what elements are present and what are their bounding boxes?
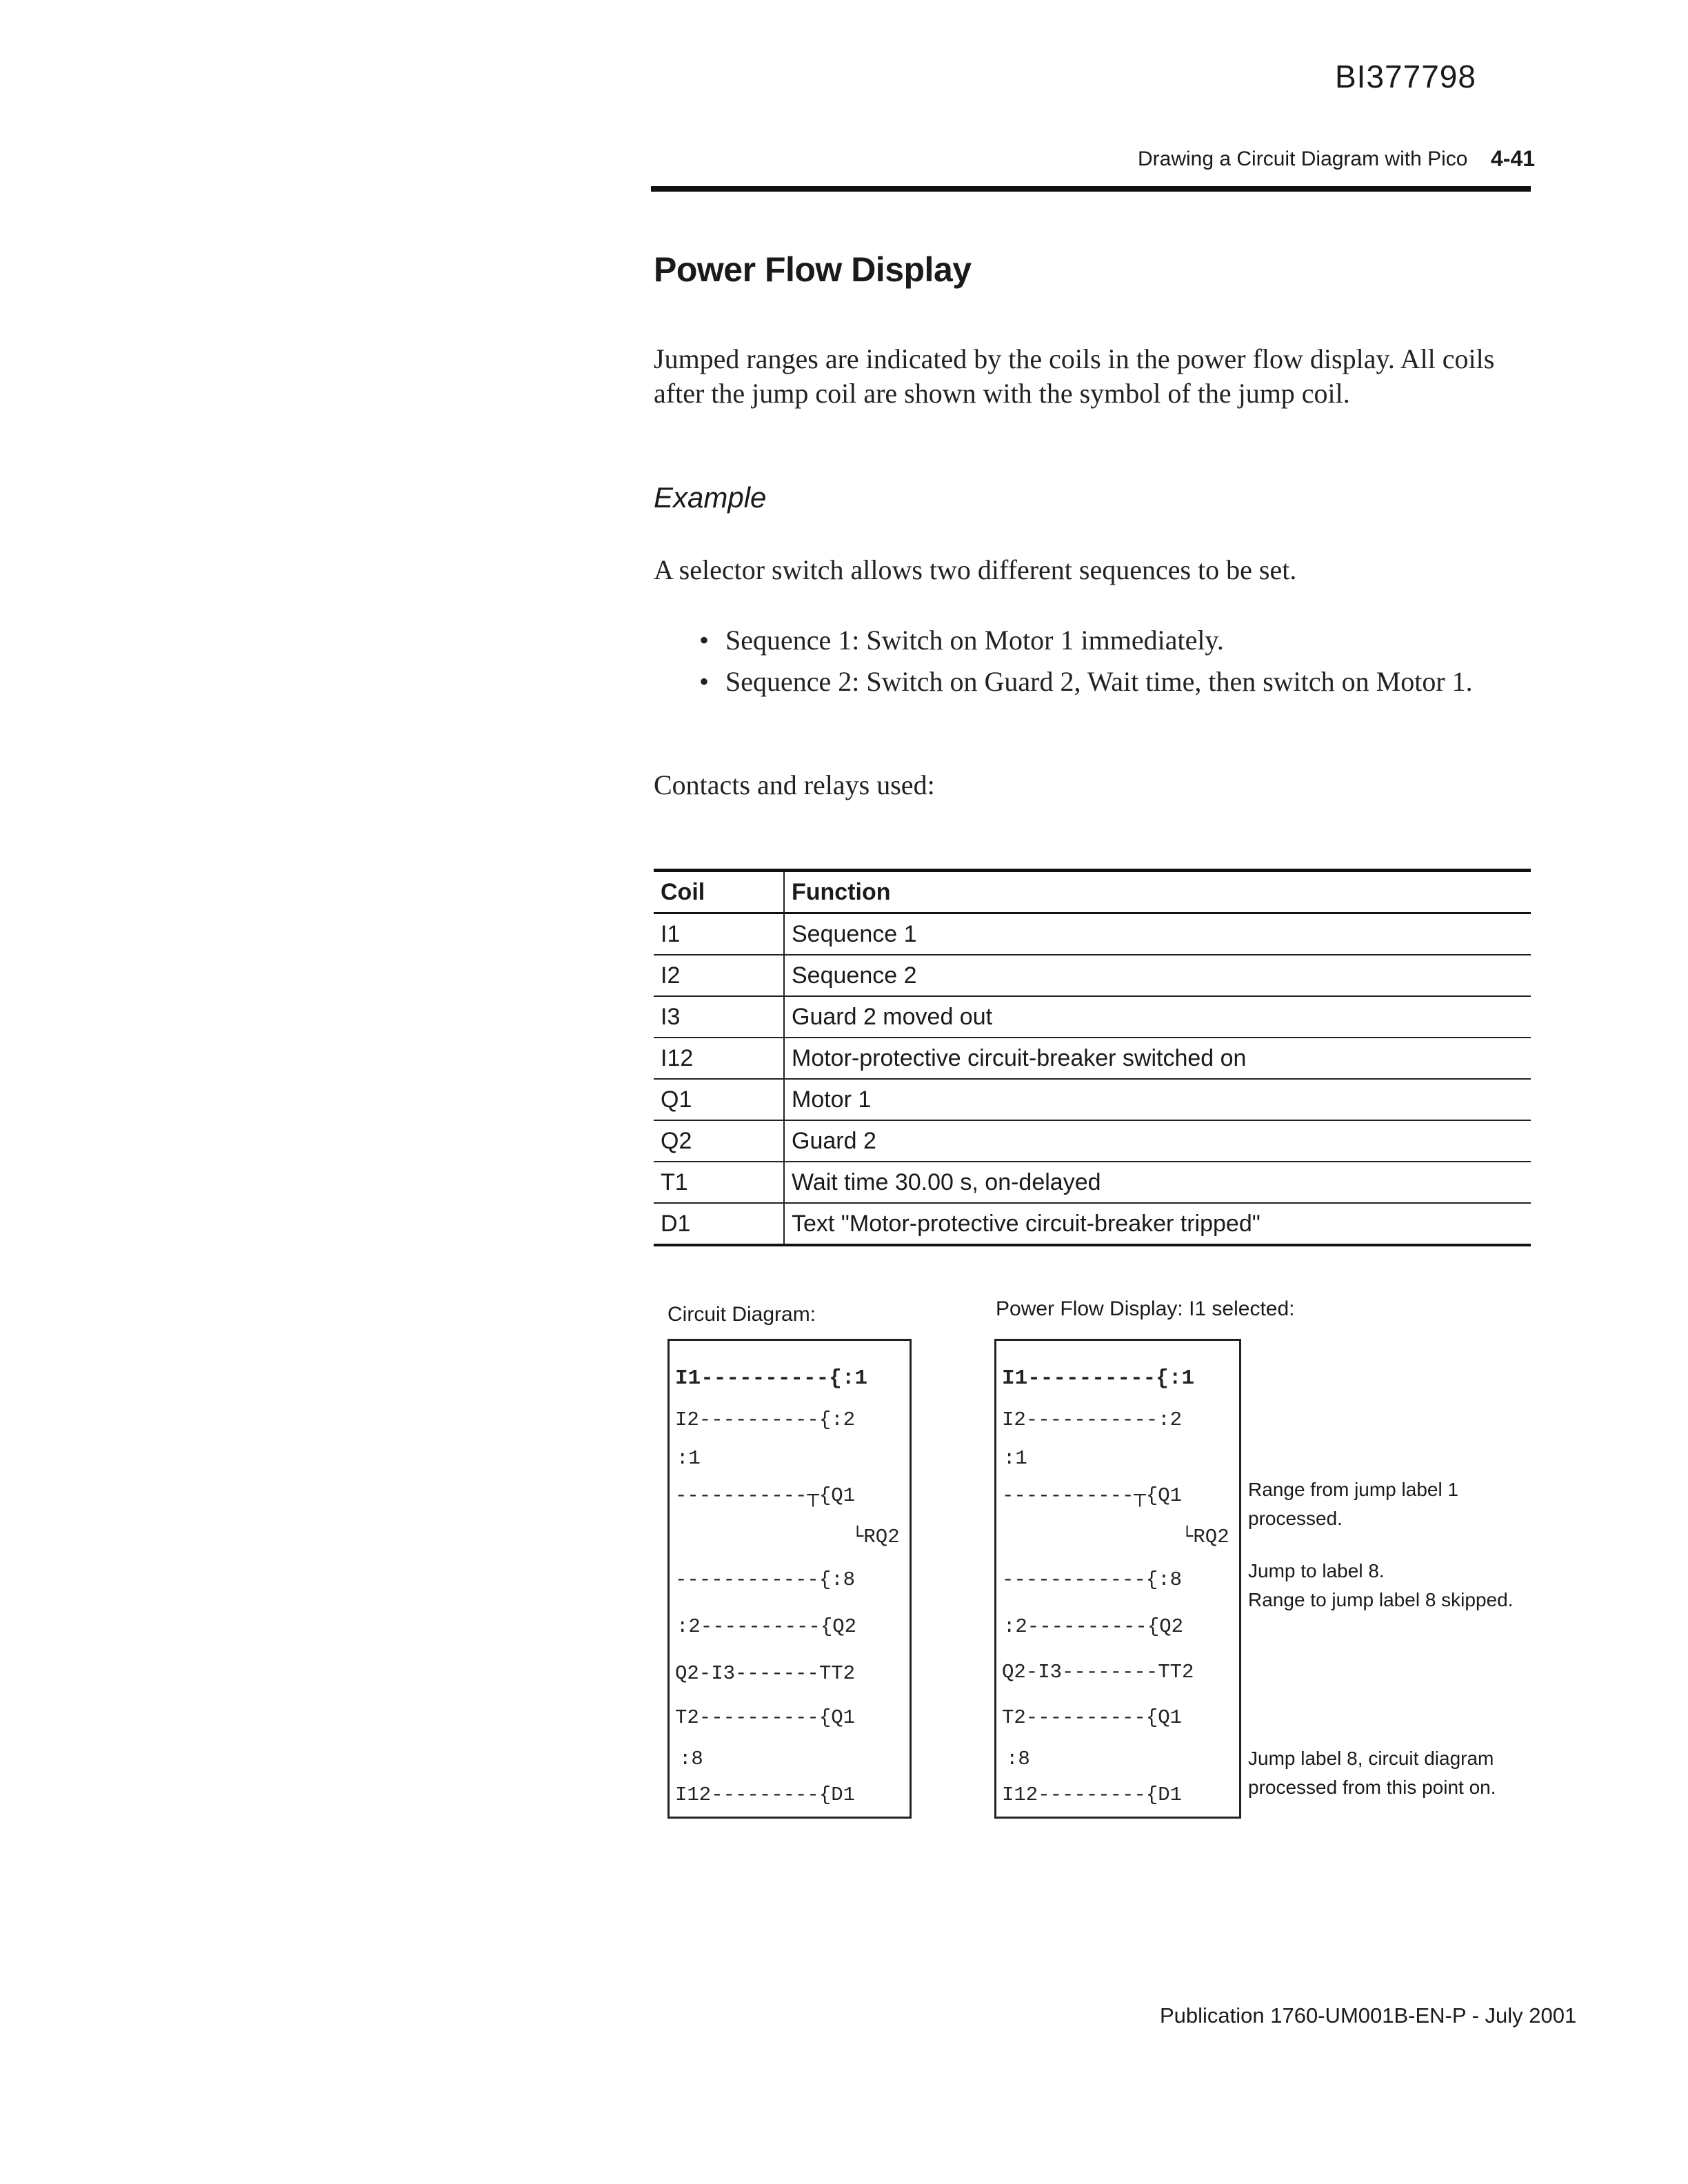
diagram-line: I12---------{D1 [675, 1783, 856, 1806]
diagram-line: Q2-I3-------TT2 [675, 1662, 856, 1685]
diagram-line: I1----------{:1 [675, 1366, 868, 1391]
table-cell-function: Wait time 30.00 s, on-delayed [784, 1162, 1531, 1203]
table-cell-coil: Q2 [654, 1120, 784, 1162]
coil-function-table [654, 869, 1531, 1246]
table-row [654, 913, 1531, 956]
note-jump-skipped [1248, 1557, 1513, 1615]
diagram-line: T2----------{Q1 [675, 1706, 856, 1729]
table-row [654, 955, 1531, 996]
table-cell-coil: D1 [654, 1203, 784, 1245]
table-cell-function: Text "Motor-protective circuit-breaker tripped" [784, 1203, 1531, 1245]
note-line: Jump to label 8. [1248, 1560, 1385, 1581]
diagram-line: :2----------{Q2 [1003, 1615, 1184, 1638]
table-cell-coil: I12 [654, 1038, 784, 1079]
table-cell-function: Motor 1 [784, 1079, 1531, 1120]
diagram-line: I2-----------:2 [1002, 1408, 1183, 1431]
diagram-line: :2----------{Q2 [676, 1615, 857, 1638]
circuit-diagram-drawing [670, 1341, 910, 1817]
publication-footer: Publication 1760-UM001B-EN-P - July 2001 [1160, 2003, 1577, 2028]
note-line: Jump label 8, circuit diagram [1248, 1748, 1494, 1769]
diagram-line: I2----------{:2 [675, 1408, 856, 1431]
table-cell-coil: T1 [654, 1162, 784, 1203]
table-row [654, 1203, 1531, 1245]
note-line: processed from this point on. [1248, 1777, 1496, 1798]
table-row [654, 1120, 1531, 1162]
selector-paragraph: A selector switch allows two different sequences to be set. [654, 554, 1297, 585]
bullet-item: • Sequence 1: Switch on Motor 1 immediately. [696, 623, 1524, 658]
section-title: Power Flow Display [654, 250, 972, 289]
note-line: processed. [1248, 1508, 1343, 1529]
table-cell-function: Motor-protective circuit-breaker switched on [784, 1038, 1531, 1079]
table-cell-coil: I2 [654, 955, 784, 996]
table-row [654, 1079, 1531, 1120]
power-flow-box [994, 1339, 1241, 1819]
diagram-line: :8 [679, 1748, 703, 1770]
table-cell-function: Sequence 1 [784, 913, 1531, 956]
note-line: Range from jump label 1 [1248, 1479, 1459, 1500]
table-header-function: Function [784, 871, 1531, 913]
diagram-line: Q2-I3--------TT2 [1002, 1661, 1194, 1684]
page-number: 4-41 [1491, 146, 1536, 171]
note-range-processed [1248, 1475, 1458, 1533]
diagram-line: ------------{:8 [1002, 1568, 1183, 1591]
diagram-line: └RQ2 [852, 1526, 900, 1548]
diagram-line: :1 [676, 1447, 701, 1470]
table-cell-function: Sequence 2 [784, 955, 1531, 996]
circuit-diagram-caption: Circuit Diagram: [667, 1303, 816, 1326]
diagram-line: :8 [1006, 1748, 1030, 1770]
diagram-line: └RQ2 [1181, 1526, 1229, 1548]
diagram-line: :1 [1003, 1447, 1027, 1470]
note-jump-label [1248, 1744, 1496, 1802]
note-line: Range to jump label 8 skipped. [1248, 1589, 1514, 1610]
diagram-line: T2----------{Q1 [1002, 1706, 1183, 1729]
table-header-coil: Coil [654, 871, 784, 913]
diagram-line: -----------┬{Q1 [675, 1484, 856, 1507]
table-row [654, 996, 1531, 1038]
table-header-row [654, 871, 1531, 913]
bullet-item: • Sequence 2: Switch on Guard 2, Wait time, then switch on Motor 1. [696, 665, 1524, 699]
running-header-title: Drawing a Circuit Diagram with Pico [1138, 148, 1468, 170]
header-rule [651, 186, 1531, 192]
table-cell-function: Guard 2 moved out [784, 996, 1531, 1038]
document-id: BI377798 [1335, 59, 1476, 94]
diagram-line: I12---------{D1 [1002, 1783, 1183, 1806]
table-row [654, 1038, 1531, 1079]
circuit-diagram-box [667, 1339, 912, 1819]
table-cell-coil: I1 [654, 913, 784, 956]
table-cell-coil: I3 [654, 996, 784, 1038]
diagram-line: ------------{:8 [675, 1568, 856, 1591]
diagram-line: I1----------{:1 [1002, 1366, 1195, 1391]
power-flow-caption: Power Flow Display: I1 selected: [996, 1297, 1295, 1320]
table-cell-function: Guard 2 [784, 1120, 1531, 1162]
table-cell-coil: Q1 [654, 1079, 784, 1120]
table-row [654, 1162, 1531, 1203]
diagram-line: -----------┬{Q1 [1002, 1484, 1183, 1507]
sequence-bullet-list [696, 623, 1524, 706]
power-flow-drawing [996, 1341, 1239, 1817]
intro-paragraph: Jumped ranges are indicated by the coils in the power flow display. All coils after the jump coil are shown with the symbol of the jump coil. [654, 343, 1495, 409]
contacts-paragraph: Contacts and relays used: [654, 769, 935, 800]
example-heading: Example [654, 481, 767, 514]
